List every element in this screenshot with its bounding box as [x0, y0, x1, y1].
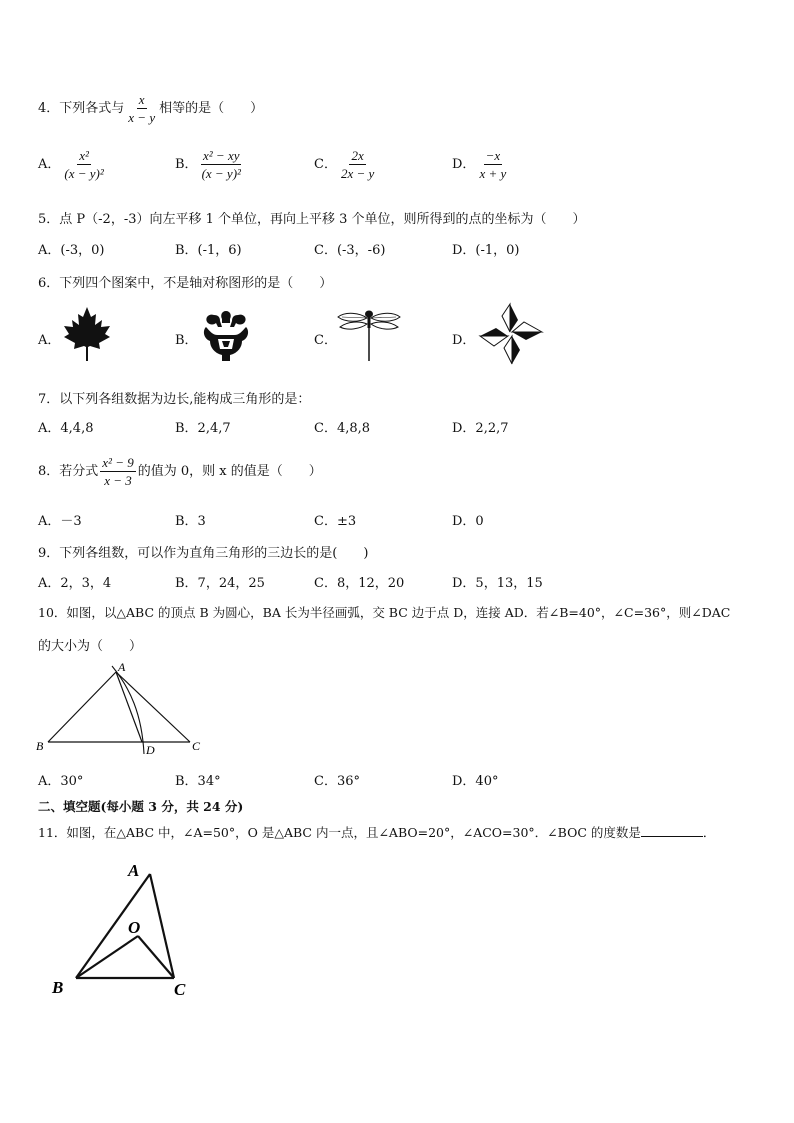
q8-option-a: A．－3	[38, 514, 82, 529]
q4-stem-fraction	[126, 92, 157, 125]
q4-b-den: (x − y)²	[201, 166, 241, 181]
q6-option-a-label: A．	[38, 333, 61, 348]
q4-stem-post: 相等的是（ ）	[159, 101, 264, 116]
q11-stem-text: 11．如图，在△ABC 中，∠A=50°，O 是△ABC 内一点，且∠ABO=20°，∠ACO=30°．∠BOC 的度数是	[38, 825, 641, 840]
q8-option-b: B．3	[175, 514, 206, 529]
q8-fraction	[100, 455, 135, 488]
q4-option-c-label: C．	[314, 157, 337, 172]
q6-option-c-label: C．	[314, 333, 337, 348]
section-2-title: 二、填空题(每小题 3 分，共 24 分)	[38, 799, 244, 814]
label-d: D	[146, 743, 155, 757]
q4-stem-frac-den: x − y	[128, 110, 156, 125]
q4-option-a-fraction	[62, 148, 105, 181]
q6-option-d-label: D．	[452, 333, 476, 348]
q4-option-b-fraction	[200, 148, 243, 181]
q4-d-num: −x	[485, 148, 501, 163]
q9-option-a: A．2，3，4	[38, 576, 112, 591]
q4-option-c-fraction	[339, 148, 376, 181]
q10-option-b: B．34°	[175, 774, 221, 789]
flower-pattern-icon	[200, 305, 252, 363]
q5-option-c: C．(-3，-6)	[314, 243, 386, 258]
maple-leaf-icon	[62, 305, 112, 363]
q8-frac-den: x − 3	[104, 473, 132, 488]
q4-stem-pre: 4．下列各式与	[38, 101, 125, 116]
label-b: B	[52, 978, 64, 997]
q8-option-d: D．0	[452, 514, 484, 529]
segment-ad	[116, 672, 142, 742]
q10-stem-line1: 10．如图，以△ABC 的顶点 B 为圆心，BA 长为半径画弧，交 BC 边于点 D，连接 AD．若∠B=40°，∠C=36°，则∠DAC	[38, 605, 731, 620]
q7-option-c: C．4,8,8	[314, 421, 371, 436]
q9-stem: 9．下列各组数，可以作为直角三角形的三边长的是( )	[38, 546, 369, 561]
pinwheel-icon	[478, 302, 544, 366]
q4-a-num: x²	[79, 148, 89, 163]
segment-bo	[76, 936, 138, 978]
q7-option-a: A．4,4,8	[38, 421, 94, 436]
q8-frac-num: x² − 9	[102, 455, 134, 470]
q8-stem	[38, 455, 322, 488]
q4-option-b	[175, 148, 245, 181]
q4-option-c	[314, 148, 378, 181]
q4-c-num: 2x	[351, 148, 364, 163]
q11-stem	[38, 823, 715, 841]
q6-option-b-label: B．	[175, 333, 198, 348]
q10-stem-line2: 的大小为（ ）	[38, 639, 143, 654]
q5-stem: 5．点 P（-2，-3）向左平移 1 个单位，再向上平移 3 个单位，则所得到的点的坐标为（ ）	[38, 212, 586, 227]
q8-stem-pre: 8．若分式	[38, 464, 99, 479]
q7-stem: 7．以下列各组数据为边长,能构成三角形的是：	[38, 392, 311, 407]
q9-option-c: C．8，12，20	[314, 576, 405, 591]
q4-b-num: x² − xy	[203, 148, 240, 163]
q10-option-a: A．30°	[38, 774, 84, 789]
q11-answer-blank[interactable]	[641, 824, 703, 837]
q6-stem: 6．下列四个图案中，不是轴对称图形的是（ ）	[38, 276, 333, 291]
q9-option-d: D．5，13，15	[452, 576, 543, 591]
q7-option-b: B．2,4,7	[175, 421, 231, 436]
segment-ba	[48, 672, 116, 742]
q4-a-den: (x − y)²	[64, 166, 104, 181]
q7-option-d: D．2,2,7	[452, 421, 509, 436]
q4-option-a	[38, 148, 108, 181]
q8-option-c: C．±3	[314, 514, 357, 529]
q4-c-den: 2x − y	[340, 166, 375, 181]
label-b: B	[36, 739, 44, 753]
q4-option-d-label: D．	[452, 157, 476, 172]
label-a: A	[118, 660, 126, 674]
q10-option-d: D．40°	[452, 774, 499, 789]
q10-triangle-figure	[30, 658, 210, 758]
label-c: C	[174, 980, 186, 999]
q9-option-b: B．7，24，25	[175, 576, 265, 591]
label-o: O	[128, 918, 141, 937]
q5-option-d: D．(-1，0)	[452, 243, 520, 258]
q4-stem	[38, 92, 263, 125]
q4-stem-frac-num: x	[138, 92, 145, 107]
q11-stem-end: ．	[702, 825, 716, 840]
q4-d-den: x + y	[479, 166, 507, 181]
q4-option-d	[452, 148, 510, 181]
q10-option-c: C．36°	[314, 774, 360, 789]
q8-stem-post: 的值为 0，则 x 的值是（ ）	[137, 464, 322, 479]
q5-option-b: B．(-1，6)	[175, 243, 242, 258]
q4-option-b-label: B．	[175, 157, 198, 172]
label-a: A	[128, 861, 140, 880]
segment-ac	[116, 672, 190, 742]
arc-centered-b	[112, 666, 144, 754]
q4-option-d-fraction	[477, 148, 508, 181]
q11-triangle-figure	[48, 856, 198, 1001]
dragonfly-icon	[336, 305, 402, 363]
label-c: C	[192, 739, 201, 753]
q4-option-a-label: A．	[38, 157, 61, 172]
q5-option-a: A．(-3，0)	[38, 243, 105, 258]
